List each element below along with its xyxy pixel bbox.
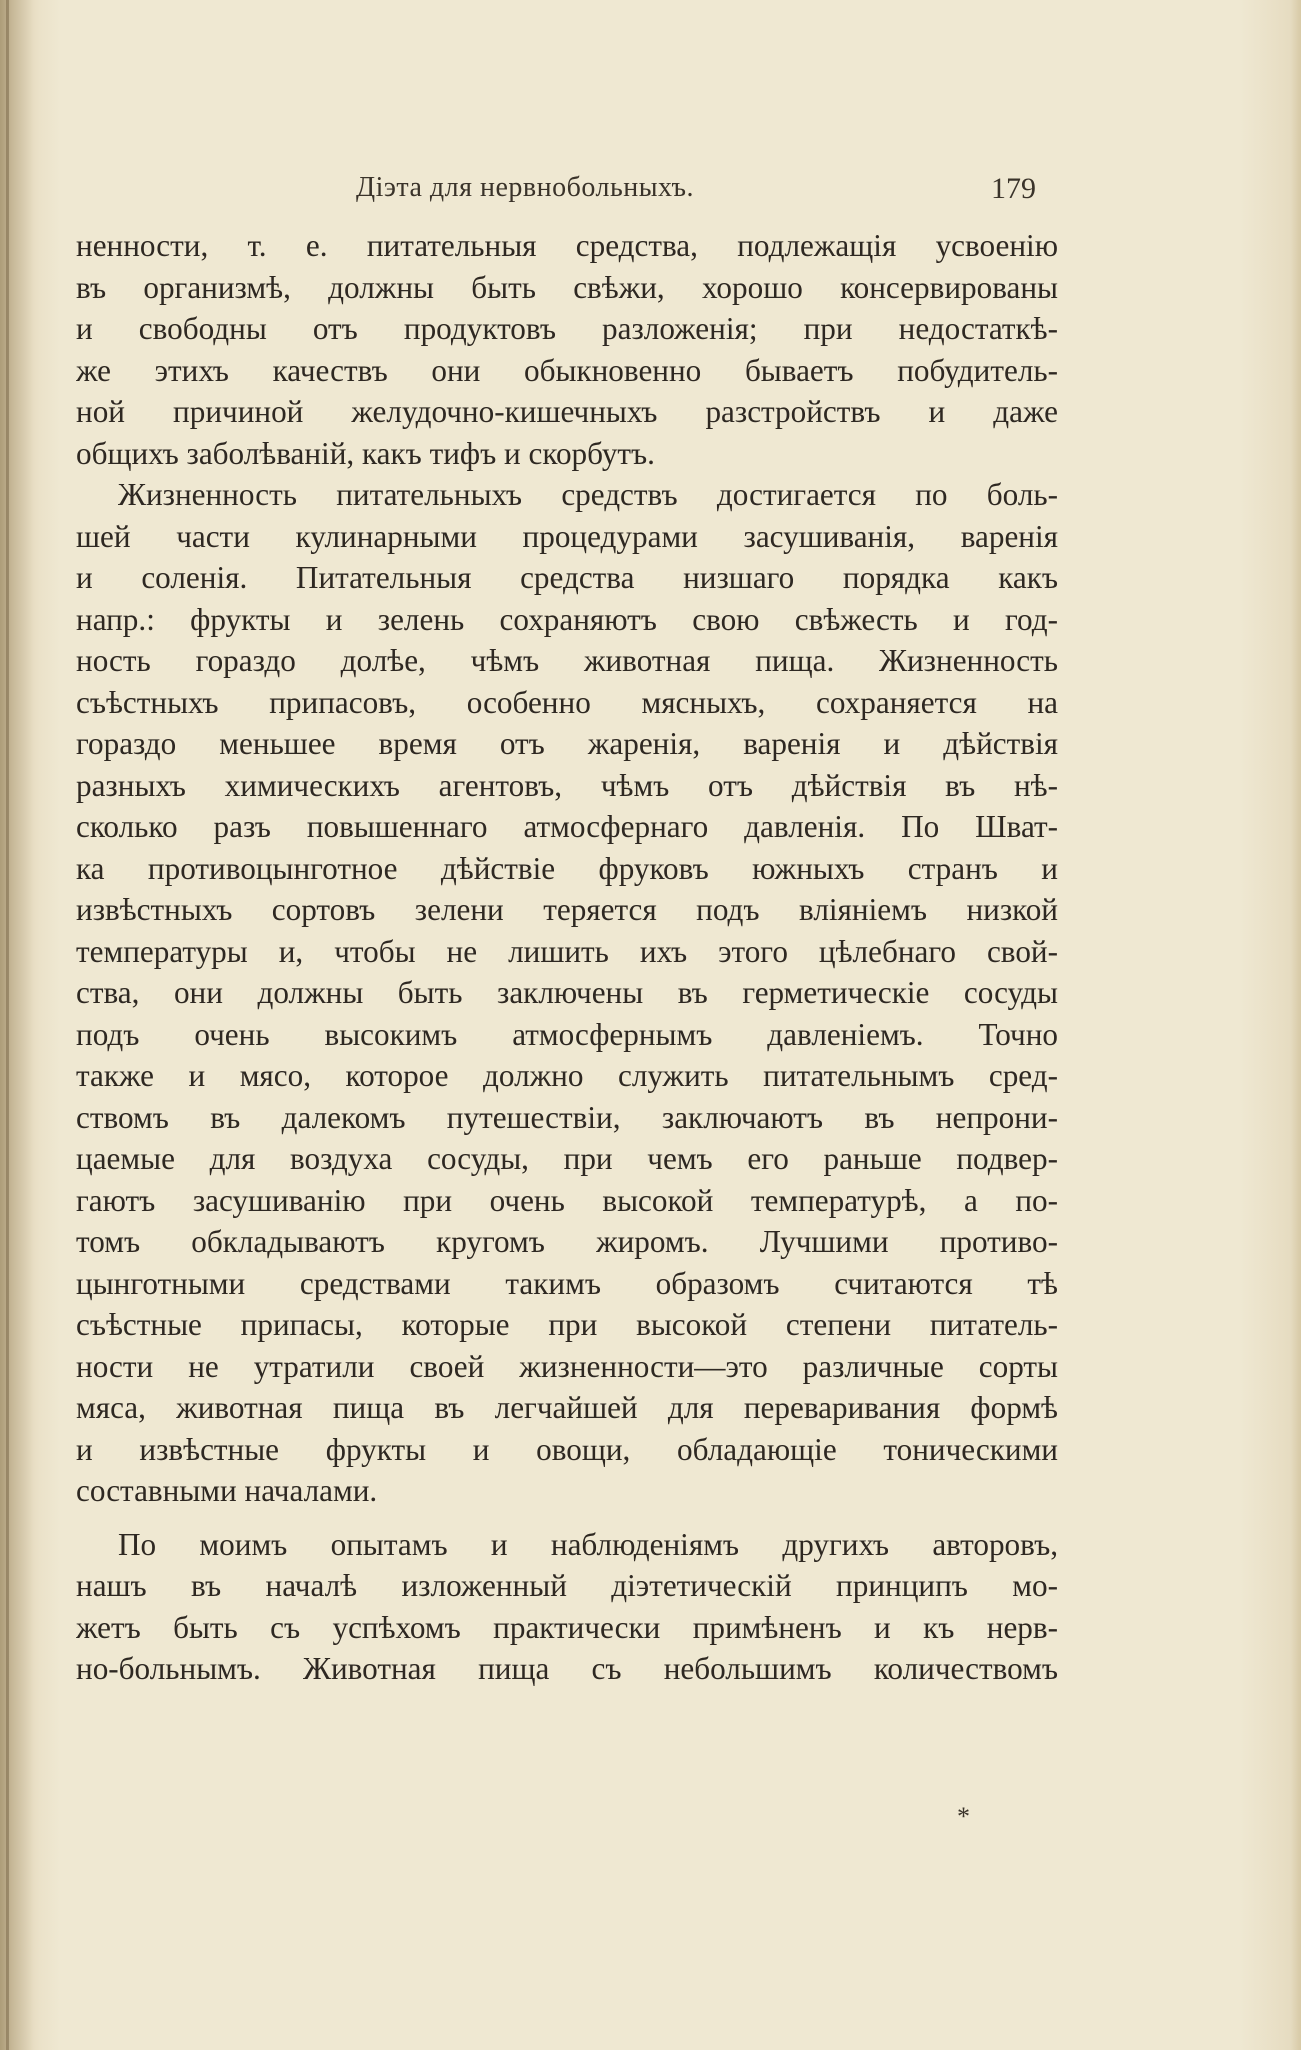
text-line: и соленія. Питательныя средства низшаго порядка какъ bbox=[76, 560, 1058, 595]
text-line: ствомъ въ далекомъ путешествіи, заключаютъ въ непрони- bbox=[76, 1099, 1058, 1135]
text-line: съѣстныхъ припасовъ, особенно мясныхъ, сохраняется на bbox=[76, 684, 1058, 720]
text-line: общихъ заболѣваній, какъ тифъ и скорбутъ. bbox=[76, 435, 655, 471]
text-line: сколько разъ повышеннаго атмосфернаго давленія. По Шват- bbox=[76, 809, 1058, 844]
text-line: подъ очень высокимъ атмосфернымъ давленіемъ. Точно bbox=[76, 1016, 1058, 1052]
text-line: извѣстныхъ сортовъ зелени теряется подъ вліяніемъ низкой bbox=[76, 892, 1058, 927]
text-line: температуры и, чтобы не лишить ихъ этого цѣлебнаго свой- bbox=[76, 933, 1058, 969]
page-header bbox=[76, 172, 1036, 212]
text-line: ненности, т. е. питательныя средства, подлежащія усвоенію bbox=[76, 228, 1058, 263]
text-line: и свободны отъ продуктовъ разложенія; при недостаткѣ- bbox=[76, 311, 1058, 346]
text-line: гораздо меньшее время отъ жаренія, варенія и дѣйствія bbox=[76, 726, 1058, 761]
text-line: цынготными средствами такимъ образомъ считаются тѣ bbox=[76, 1265, 1058, 1301]
running-title: Діэта для нервнобольныхъ. bbox=[356, 172, 694, 203]
text-line: въ организмѣ, должны быть свѣжи, хорошо консервированы bbox=[76, 269, 1058, 305]
text-line: также и мясо, которое должно служить питательнымъ сред- bbox=[76, 1058, 1058, 1093]
body-text bbox=[76, 225, 1058, 1690]
text-line: мяса, животная пища въ легчайшей для переваривания формѣ bbox=[76, 1390, 1058, 1425]
paragraph-2 bbox=[76, 474, 1058, 1512]
text-line: ства, они должны быть заключены въ герметическіе сосуды bbox=[76, 975, 1058, 1010]
text-line: Жизненность питательныхъ средствъ достигается по боль- bbox=[118, 477, 1058, 512]
text-line: же этихъ качествъ они обыкновенно бываетъ побудитель- bbox=[76, 352, 1058, 388]
gutter-edge bbox=[6, 0, 9, 2050]
text-line: По моимъ опытамъ и наблюденіямъ другихъ авторовъ, bbox=[118, 1526, 1058, 1562]
text-line: съѣстные припасы, которые при высокой степени питатель- bbox=[76, 1307, 1058, 1342]
text-line: жетъ быть съ успѣхомъ практически примѣненъ и къ нерв- bbox=[76, 1609, 1058, 1645]
text-line: ности не утратили своей жизненности—это различные сорты bbox=[76, 1348, 1058, 1384]
text-line: шей части кулинарными процедурами засушиванія, варенія bbox=[76, 518, 1058, 554]
text-line: напр.: фрукты и зелень сохраняютъ свою свѣжесть и год- bbox=[76, 601, 1058, 637]
paragraph-1 bbox=[76, 225, 1058, 474]
text-line: нашъ въ началѣ изложенный діэтетическій принципъ мо- bbox=[76, 1568, 1058, 1603]
paragraph-3 bbox=[76, 1524, 1058, 1690]
text-line: ка противоцынготное дѣйствіе фруковъ южныхъ странъ и bbox=[76, 850, 1058, 886]
text-line: томъ обкладываютъ кругомъ жиромъ. Лучшими противо- bbox=[76, 1224, 1058, 1259]
page-number: 179 bbox=[991, 172, 1036, 205]
text-line: составными началами. bbox=[76, 1473, 378, 1508]
signature-mark: * bbox=[957, 1802, 970, 1831]
text-line: ной причиной желудочно-кишечныхъ разстройствъ и даже bbox=[76, 394, 1058, 429]
text-line: но-больнымъ. Животная пища съ небольшимъ количествомъ bbox=[76, 1651, 1058, 1686]
text-line: ность гораздо долѣе, чѣмъ животная пища. Жизненность bbox=[76, 643, 1058, 678]
text-line: и извѣстные фрукты и овощи, обладающіе тоническими bbox=[76, 1431, 1058, 1467]
text-line: разныхъ химическихъ агентовъ, чѣмъ отъ дѣйствія въ нѣ- bbox=[76, 767, 1058, 803]
text-line: цаемые для воздуха сосуды, при чемъ его раньше подвер- bbox=[76, 1141, 1058, 1176]
text-line: гаютъ засушиванію при очень высокой температурѣ, а по- bbox=[76, 1182, 1058, 1218]
